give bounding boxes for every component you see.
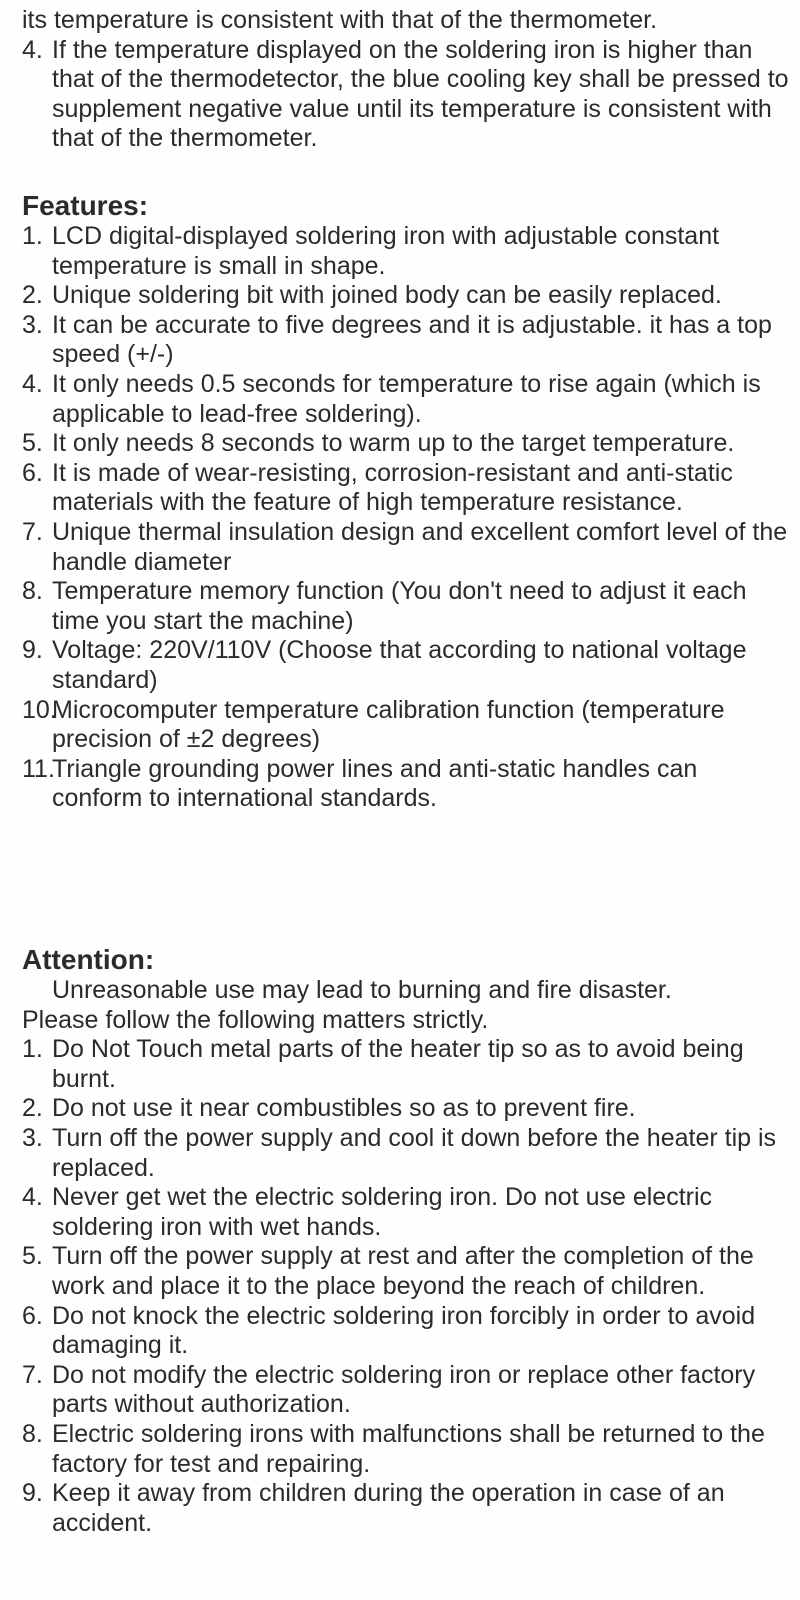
list-item bbox=[22, 36, 792, 154]
list-item-text: Electric soldering irons with malfunctions shall be returned to the factory for test and repairing. bbox=[52, 1419, 765, 1478]
features-list bbox=[22, 222, 792, 814]
list-item-text: Voltage: 220V/110V (Choose that according to national voltage standard) bbox=[52, 636, 747, 694]
list-item bbox=[22, 281, 792, 311]
list-item-text: Microcomputer temperature calibration function (temperature precision of ±2 degrees) bbox=[52, 695, 725, 754]
previous-section-continuation bbox=[22, 6, 792, 154]
list-item-number: 5. bbox=[22, 1242, 43, 1271]
list-item-number: 2. bbox=[22, 281, 43, 310]
list-item-text: Turn off the power supply and cool it down before the heater tip is replaced. bbox=[52, 1123, 777, 1182]
list-item-number: 6. bbox=[22, 1301, 43, 1330]
list-item-text: Do not modify the electric soldering iron or replace other factory parts without authorization. bbox=[52, 1360, 756, 1419]
list-item-text: Triangle grounding power lines and anti-static handles can conform to international standards. bbox=[52, 754, 698, 813]
list-item-text: Temperature memory function (You don't need to adjust it each time you start the machine) bbox=[52, 577, 747, 635]
list-item-text: Never get wet the electric soldering iron. Do not use electric soldering iron with wet hands. bbox=[52, 1183, 713, 1241]
attention-section bbox=[22, 944, 792, 1538]
list-item-number: 1. bbox=[22, 1035, 43, 1064]
list-item-text: LCD digital-displayed soldering iron with adjustable constant temperature is small in shape. bbox=[52, 222, 720, 280]
list-item-number: 4. bbox=[22, 1183, 43, 1212]
list-item-number: 10. bbox=[22, 695, 57, 724]
list-item-number: 6. bbox=[22, 458, 43, 487]
attention-heading: Attention: bbox=[22, 944, 155, 975]
features-section bbox=[22, 190, 792, 814]
list-item-text: If the temperature displayed on the soldering iron is higher than that of the thermodetector, the blue cooling key shall be pressed to supplement negative value until its temperature is consistent with that of the thermometer. bbox=[52, 35, 789, 153]
list-item-number: 1. bbox=[22, 222, 43, 250]
list-item-text: Do not use it near combustibles so as to prevent fire. bbox=[52, 1094, 636, 1123]
list-item-text: It only needs 0.5 seconds for temperature to rise again (which is applicable to lead-free soldering). bbox=[52, 369, 761, 428]
list-item-text: Unique thermal insulation design and excellent comfort level of the handle diameter bbox=[52, 517, 788, 576]
features-heading: Features: bbox=[22, 190, 149, 221]
continuation-line: its temperature is consistent with that of the thermometer. bbox=[22, 6, 658, 34]
list-item bbox=[22, 459, 792, 518]
list-item-text: It is made of wear-resisting, corrosion-resistant and anti-static materials with the feature of high temperature resistance. bbox=[52, 458, 733, 517]
list-item-number: 3. bbox=[22, 1123, 43, 1152]
list-item-number: 9. bbox=[22, 636, 43, 665]
list-item bbox=[22, 1361, 792, 1420]
list-item bbox=[22, 1183, 792, 1242]
list-item-number: 4. bbox=[22, 369, 43, 398]
list-item-text: Do not knock the electric soldering iron forcibly in order to avoid damaging it. bbox=[52, 1301, 756, 1360]
list-item bbox=[22, 370, 792, 429]
list-item bbox=[22, 222, 792, 281]
attention-intro-line2: Please follow the following matters strictly. bbox=[22, 1005, 489, 1034]
list-item-number: 9. bbox=[22, 1479, 43, 1508]
list-item bbox=[22, 696, 792, 755]
list-item bbox=[22, 636, 792, 695]
list-item bbox=[22, 1302, 792, 1361]
list-item-number: 8. bbox=[22, 1419, 43, 1448]
list-item-text: It only needs 8 seconds to warm up to the target temperature. bbox=[52, 429, 735, 458]
list-item-text: Keep it away from children during the operation in case of an accident. bbox=[52, 1479, 725, 1537]
list-item-text: Turn off the power supply at rest and after the completion of the work and place it to the place beyond the reach of children. bbox=[52, 1242, 754, 1300]
list-item bbox=[22, 1242, 792, 1301]
list-item-text: Unique soldering bit with joined body can be easily replaced. bbox=[52, 281, 722, 310]
list-item-number: 2. bbox=[22, 1094, 43, 1123]
list-item-text: It can be accurate to five degrees and it is adjustable. it has a top speed (+/-) bbox=[52, 310, 772, 369]
list-item bbox=[22, 577, 792, 636]
list-item bbox=[22, 429, 792, 459]
list-item-number: 8. bbox=[22, 577, 43, 606]
list-item bbox=[22, 518, 792, 577]
list-item-number: 7. bbox=[22, 1360, 43, 1389]
list-item bbox=[22, 1479, 792, 1538]
list-item-number: 4. bbox=[22, 35, 43, 64]
list-item-number: 5. bbox=[22, 429, 43, 458]
list-item bbox=[22, 1094, 792, 1124]
list-item-text: Do Not Touch metal parts of the heater tip so as to avoid being burnt. bbox=[52, 1035, 744, 1093]
list-item bbox=[22, 1124, 792, 1183]
list-item-number: 3. bbox=[22, 310, 43, 339]
list-item bbox=[22, 1420, 792, 1479]
list-item-number: 7. bbox=[22, 517, 43, 546]
list-item-number: 11. bbox=[22, 754, 55, 783]
attention-intro-line1: Unreasonable use may lead to burning and fire disaster. bbox=[52, 976, 672, 1004]
list-item bbox=[22, 1035, 792, 1094]
list-item bbox=[22, 311, 792, 370]
list-item bbox=[22, 755, 792, 814]
attention-list bbox=[22, 1035, 792, 1538]
